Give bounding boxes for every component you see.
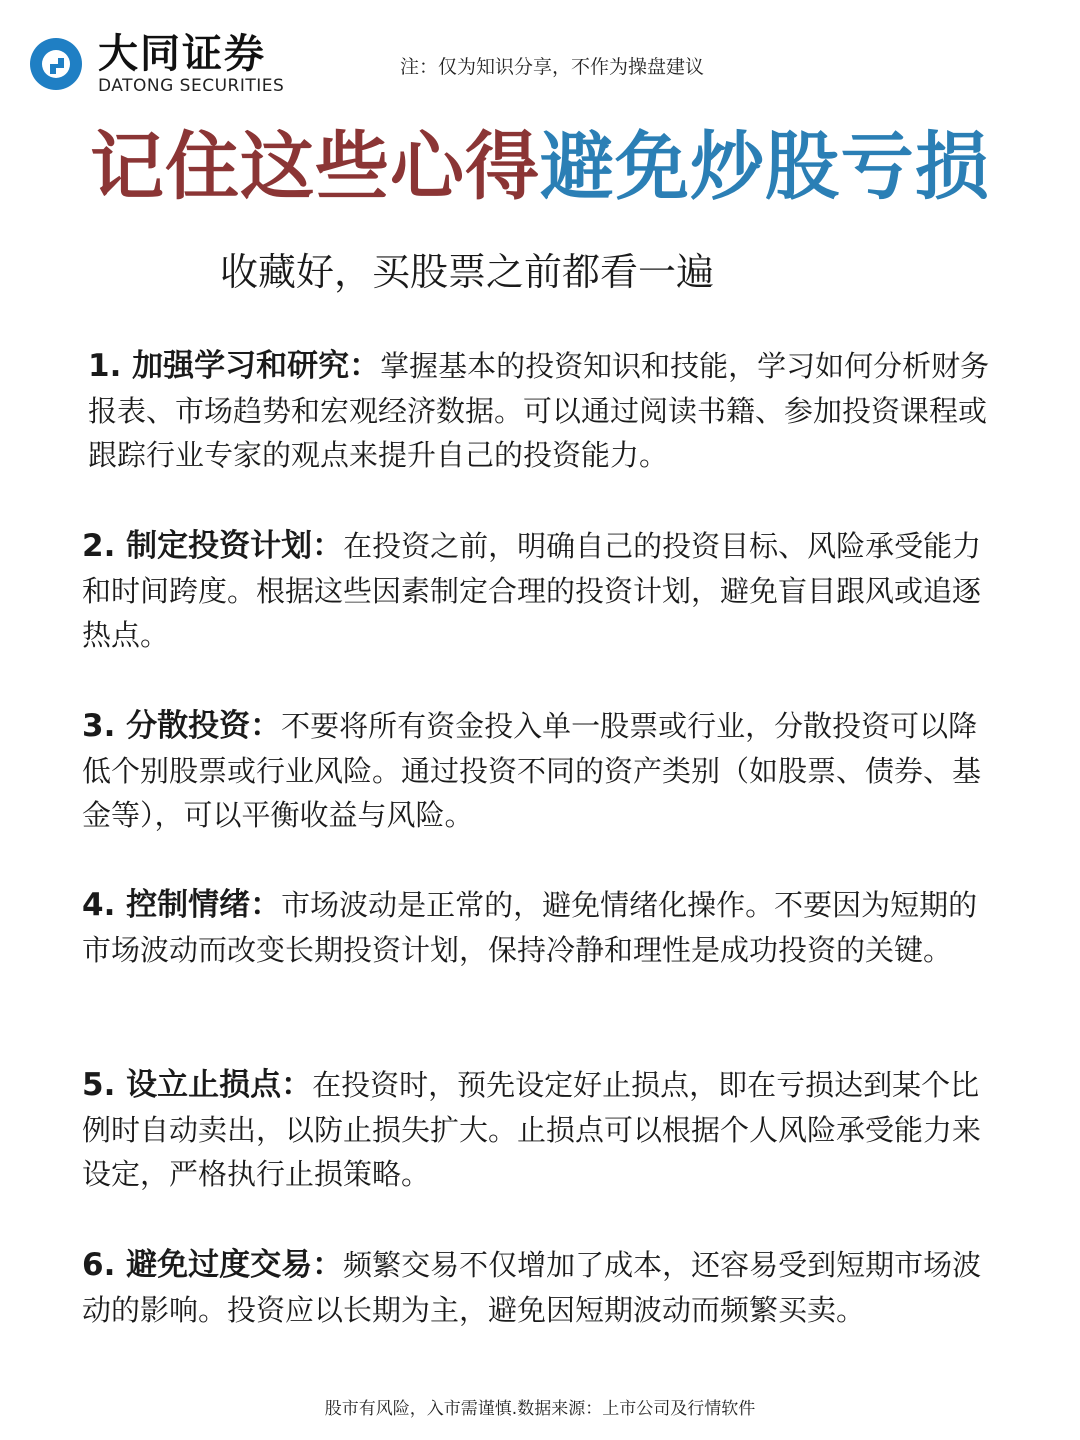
tip-item-5	[82, 1063, 1002, 1197]
tip-heading: 3. 分散投资：	[82, 708, 282, 744]
footer-disclaimer: 股市有风险，入市需谨慎.数据来源：上市公司及行情软件	[324, 1399, 756, 1419]
logo-english-name: DATONG SECURITIES	[98, 76, 285, 96]
tip-body: 在投资时，预先设定好止损点，即在亏损达到某个比例时自动卖出，以防止损失扩大。止损点可以根据个人风险承受能力来设定，严格执行止损策略。	[82, 1068, 982, 1191]
tip-heading: 5. 设立止损点：	[82, 1067, 313, 1103]
tip-item-4	[82, 883, 1002, 972]
tip-body: 掌握基本的投资知识和技能，学习如何分析财务报表、市场趋势和宏观经济数据。可以通过阅读书籍、参加投资课程或跟踪行业专家的观点来提升自己的投资能力。	[88, 349, 990, 472]
tip-body: 在投资之前，明确自己的投资目标、风险承受能力和时间跨度。根据这些因素制定合理的投资计划，避免盲目跟风或追逐热点。	[82, 529, 982, 652]
tip-body: 频繁交易不仅增加了成本，还容易受到短期市场波动的影响。投资应以长期为主，避免因短期波动而频繁买卖。	[82, 1248, 982, 1327]
tip-heading: 4. 控制情绪：	[82, 887, 282, 923]
tip-item-6	[82, 1243, 1002, 1332]
tip-body: 不要将所有资金投入单一股票或行业，分散投资可以降低个别股票或行业风险。通过投资不同的资产类别（如股票、债券、基金等），可以平衡收益与风险。	[82, 709, 982, 832]
header-disclaimer: 注：仅为知识分享，不作为操盘建议	[400, 56, 705, 78]
tip-heading: 6. 避免过度交易：	[82, 1247, 344, 1283]
brand-logo	[26, 30, 286, 100]
tip-item-3	[82, 704, 1002, 838]
page-subtitle: 收藏好，买股票之前都看一遍	[220, 250, 715, 294]
tip-body: 市场波动是正常的，避免情绪化操作。不要因为短期的市场波动而改变长期投资计划，保持冷静和理性是成功投资的关键。	[82, 888, 978, 967]
tip-heading: 2. 制定投资计划：	[82, 528, 344, 564]
page-title	[0, 122, 1080, 212]
tip-heading: 1. 加强学习和研究：	[88, 348, 381, 384]
datong-logo-icon	[26, 34, 86, 94]
tip-item-2	[82, 524, 1002, 658]
tip-item-1	[88, 344, 1002, 478]
page-title-part1: 记住这些心得	[90, 124, 540, 210]
logo-chinese-name: 大同证券	[98, 31, 266, 77]
page-title-part2: 避免炒股亏损	[540, 124, 990, 210]
